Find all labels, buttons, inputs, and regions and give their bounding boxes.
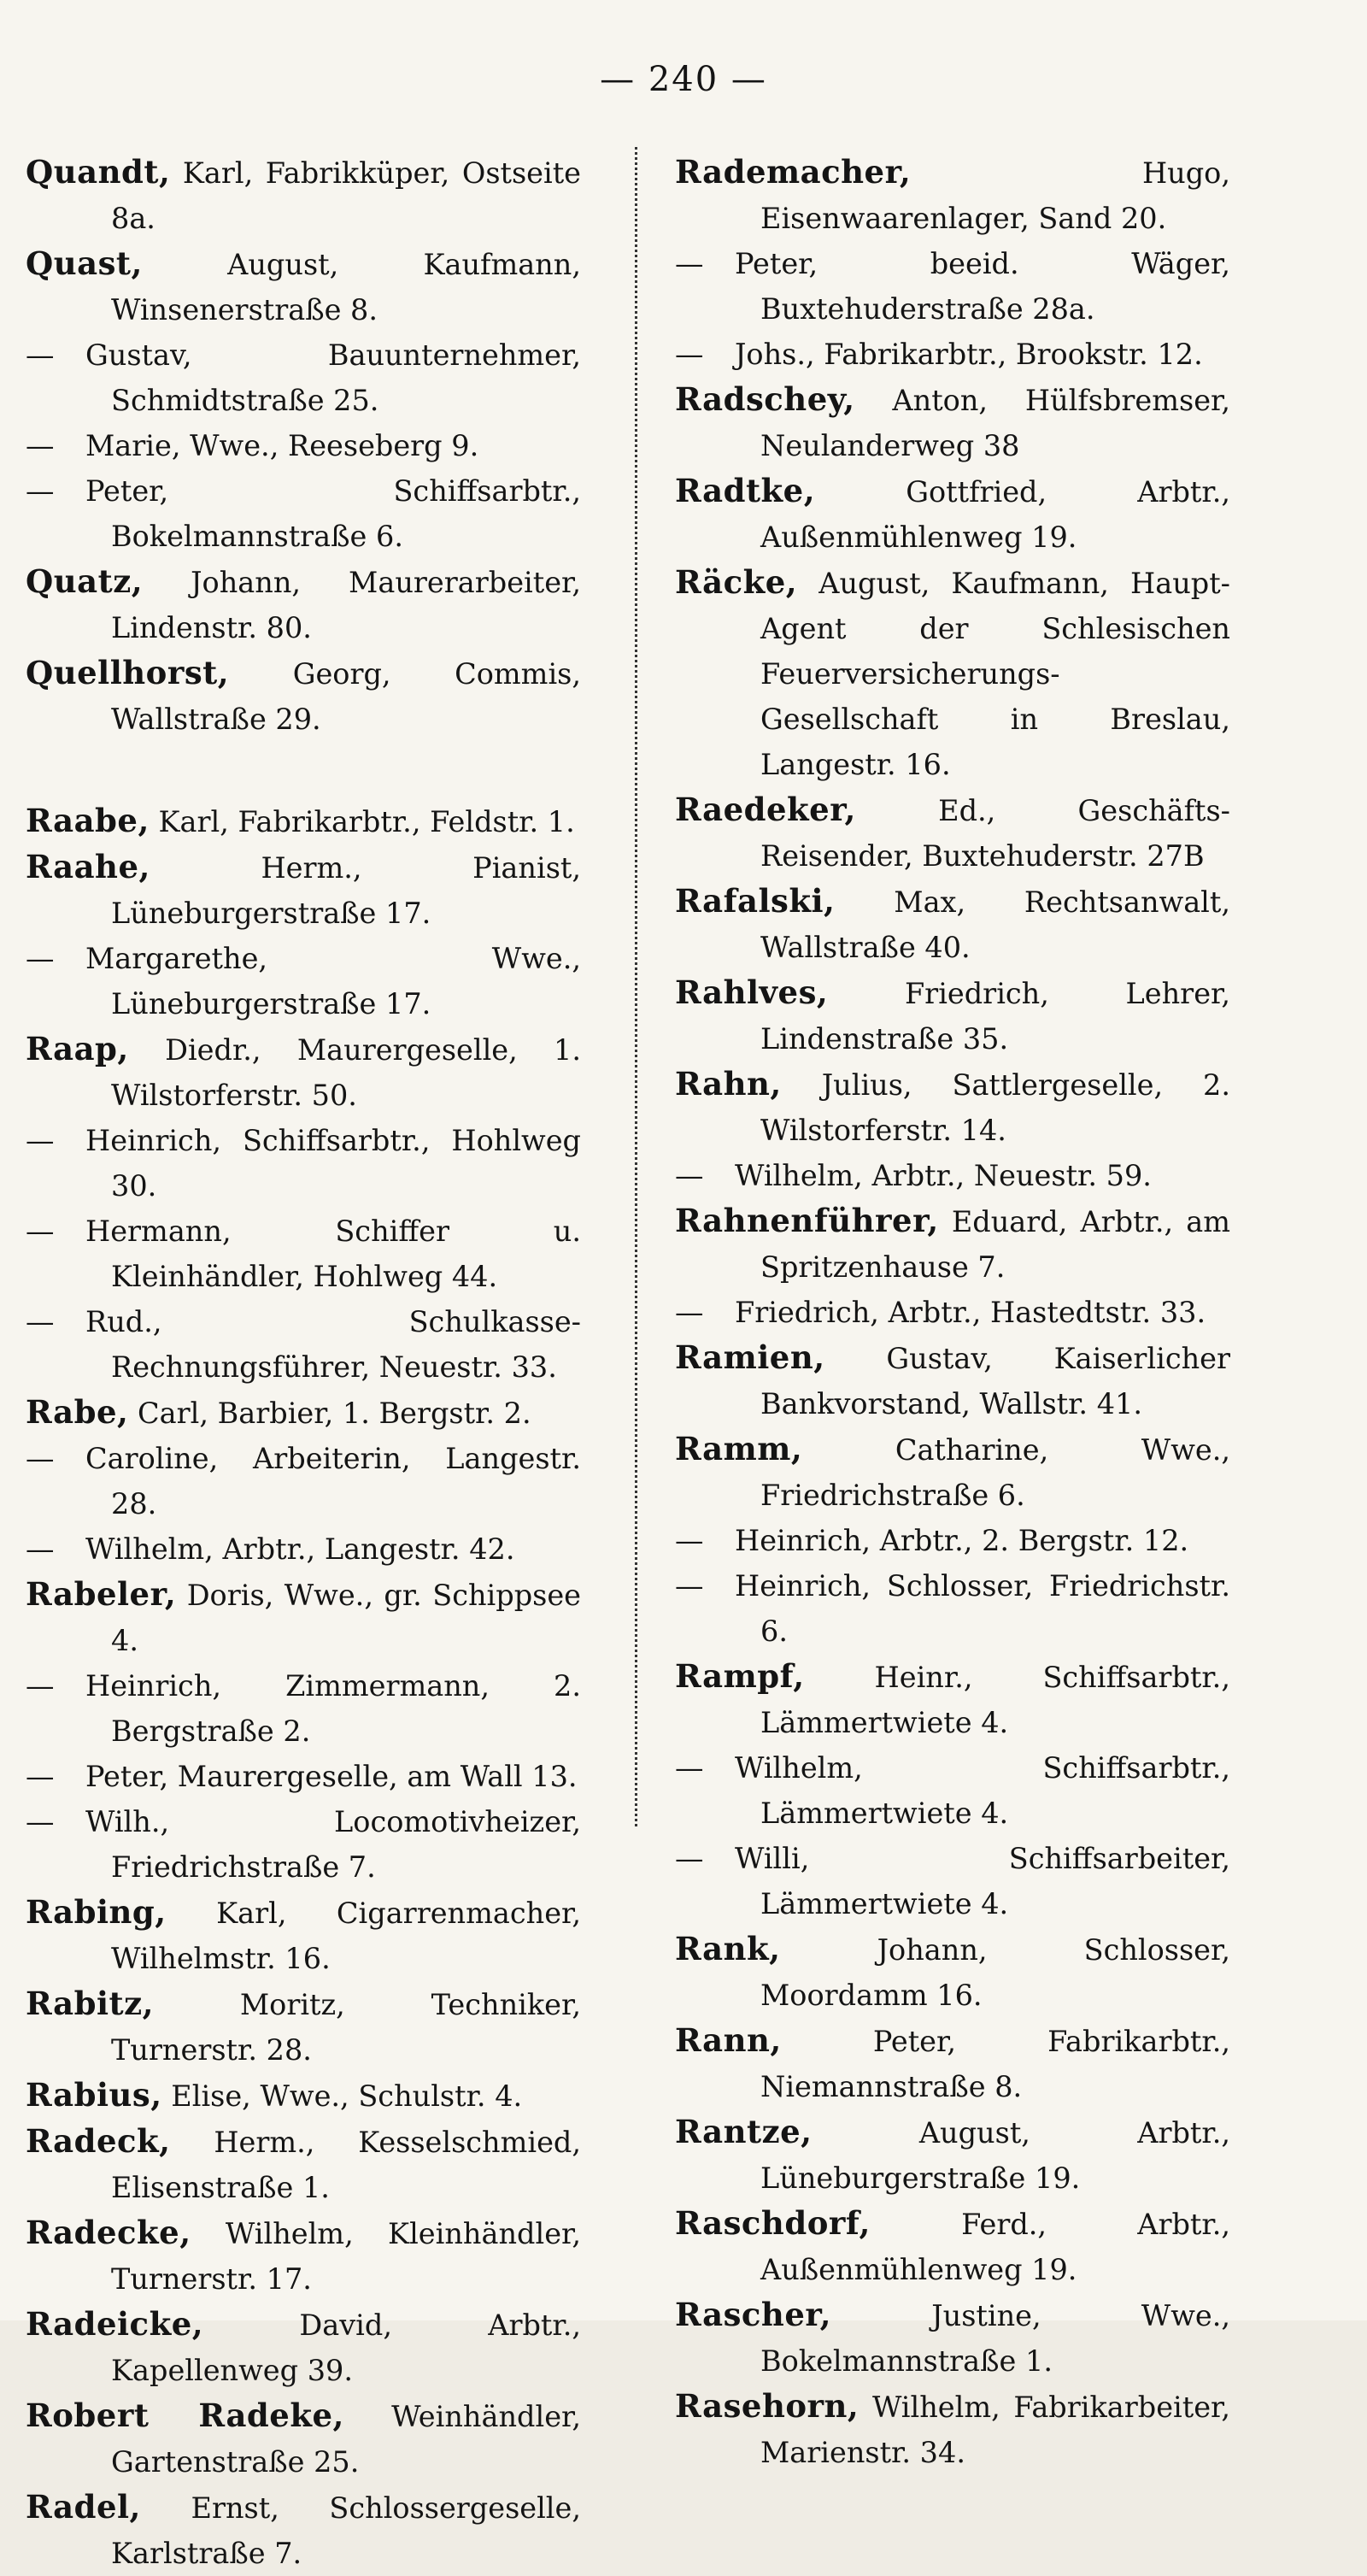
entry-details: Margarethe, Wwe., Lüneburgerstraße 17. [85, 942, 581, 1020]
directory-entry [26, 241, 581, 332]
directory-entry [26, 423, 581, 468]
entry-details: Willi, Schiffsarbeiter, Lämmertwiete 4. [735, 1842, 1230, 1920]
ditto-dash: — [675, 1296, 704, 1329]
entry-surname: Radschey, [675, 380, 855, 418]
directory-entry [675, 241, 1230, 332]
entry-details: Wilhelm, Fabrikarbeiter, Marienstr. 34. [760, 2391, 1231, 2469]
directory-entry [26, 1436, 581, 1526]
entry-details: Karl, Fabrikarbtr., Feldstr. 1. [158, 805, 575, 838]
entry-details: Wilhelm, Arbtr., Neuestr. 59. [735, 1159, 1152, 1192]
entry-details: Doris, Wwe., gr. Schippsee 4. [111, 1579, 581, 1657]
entry-surname: Rahlves, [675, 973, 829, 1011]
ditto-dash: — [26, 1805, 55, 1838]
directory-entry [26, 332, 581, 423]
directory-entry [675, 150, 1230, 241]
directory-entry [26, 2073, 581, 2119]
directory-entry [26, 1390, 581, 1436]
directory-entry [26, 2210, 581, 2302]
directory-entry [26, 1299, 581, 1390]
entry-surname: Robert Radeke, [26, 2397, 344, 2434]
directory-entry [26, 844, 581, 936]
entry-details: Gustav, Bauunternehmer, Schmidtstraße 25. [85, 338, 581, 417]
entry-surname: Räcke, [675, 563, 798, 601]
entry-details: August, Arbtr., Lüneburgerstraße 19. [760, 2116, 1231, 2195]
directory-entry [675, 1062, 1230, 1153]
entry-surname: Radeck, [26, 2122, 171, 2160]
entry-surname: Rascher, [675, 2296, 832, 2333]
ditto-dash: — [26, 1532, 55, 1566]
entry-surname: Rahnenführer, [675, 1202, 939, 1239]
entry-surname: Rantze, [675, 2113, 813, 2150]
directory-entry [26, 468, 581, 559]
ditto-dash: — [26, 429, 55, 462]
entry-details: Gottfried, Arbtr., Außenmühlenweg 19. [760, 475, 1231, 554]
entry-details: Gustav, Kaiserlicher Bankvorstand, Wallstr. 41. [760, 1342, 1231, 1420]
entry-surname: Quatz, [26, 562, 144, 600]
directory-entry [26, 2302, 581, 2393]
entry-details: Karl, Cigarrenmacher, Wilhelmstr. 16. [111, 1897, 581, 1975]
directory-entry [675, 970, 1230, 1062]
entry-surname: Rafalski, [675, 882, 836, 920]
directory-entry [26, 798, 581, 844]
ditto-dash: — [675, 1569, 704, 1603]
entry-details: Johann, Schlosser, Moordamm 16. [760, 1933, 1230, 2012]
entry-details: Wilhelm, Kleinhändler, Turnerstr. 17. [111, 2217, 581, 2296]
entry-surname: Raahe, [26, 848, 150, 885]
entry-surname: Rahn, [675, 1065, 782, 1103]
entry-surname: Ramm, [675, 1430, 803, 1467]
directory-entry [675, 2018, 1230, 2109]
directory-entry [26, 2119, 581, 2210]
directory-entry [26, 1663, 581, 1754]
directory-entry [675, 1335, 1230, 1426]
directory-entry [26, 1890, 581, 1981]
ditto-dash: — [675, 338, 704, 371]
entry-details: Marie, Wwe., Reeseberg 9. [85, 429, 479, 462]
entry-surname: Radecke, [26, 2214, 191, 2251]
ditto-dash: — [675, 1751, 704, 1785]
entry-surname: Raabe, [26, 802, 150, 839]
entry-details: Wilhelm, Schiffsarbtr., Lämmertwiete 4. [735, 1751, 1230, 1830]
entry-surname: Rabing, [26, 1893, 167, 1931]
entry-details: Peter, Fabrikarbtr., Niemannstraße 8. [760, 2025, 1231, 2103]
directory-entry [26, 2393, 581, 2485]
entry-details: Heinrich, Schiffsarbtr., Hohlweg 30. [85, 1124, 581, 1203]
entry-details: Peter, Schiffsarbtr., Bokelmannstraße 6. [85, 474, 581, 553]
ditto-dash: — [26, 1214, 55, 1248]
entry-details: Friedrich, Lehrer, Lindenstraße 35. [760, 977, 1231, 1056]
entry-details: Caroline, Arbeiterin, Langestr. 28. [85, 1442, 581, 1520]
directory-entry [675, 560, 1230, 787]
entry-details: Eduard, Arbtr., am Spritzenhause 7. [760, 1205, 1230, 1284]
column-divider [635, 147, 637, 1826]
page-number: — 240 — [600, 60, 767, 99]
ditto-dash: — [26, 942, 55, 975]
entry-details: Wilh., Locomotivheizer, Friedrichstraße 7. [85, 1805, 581, 1884]
directory-entry [675, 1153, 1230, 1198]
entry-details: August, Kaufmann, Haupt-Agent der Schlesischen Feuerversicherungs-Gesellschaft in Breslau, Langestr. 16. [760, 567, 1230, 781]
entry-surname: Rasehorn, [675, 2387, 860, 2425]
entry-details: Hermann, Schiffer u. Kleinhändler, Hohlweg 44. [85, 1214, 581, 1293]
entry-details: Diedr., Maurergeselle, 1. Wilstorferstr. 50. [111, 1033, 582, 1112]
entry-surname: Rank, [675, 1930, 781, 1967]
left-column [26, 150, 581, 2576]
entry-details: Peter, Maurergeselle, am Wall 13. [85, 1760, 578, 1793]
entry-surname: Rabeler, [26, 1575, 177, 1613]
entry-surname: Rampf, [675, 1657, 805, 1695]
entry-details: Heinrich, Zimmermann, 2. Bergstraße 2. [85, 1669, 581, 1748]
entry-surname: Raschdorf, [675, 2204, 871, 2242]
directory-entry [675, 1563, 1230, 1654]
directory-entry [26, 559, 581, 650]
directory-entry [26, 150, 581, 241]
entry-surname: Rabitz, [26, 1985, 154, 2022]
entry-details: Max, Rechtsanwalt, Wallstraße 40. [760, 885, 1230, 964]
ditto-dash: — [26, 1124, 55, 1157]
entry-details: Weinhändler, Gartenstraße 25. [111, 2400, 581, 2479]
entry-details: Peter, beeid. Wäger, Buxtehuderstraße 28a. [735, 247, 1230, 326]
entry-surname: Quandt, [26, 153, 171, 191]
entry-details: Justine, Wwe., Bokelmannstraße 1. [760, 2299, 1230, 2378]
entry-details: Hugo, Eisenwaarenlager, Sand 20. [760, 156, 1230, 235]
entry-details: Heinrich, Arbtr., 2. Bergstr. 12. [735, 1524, 1189, 1557]
ditto-dash: — [26, 474, 55, 508]
entry-details: Heinr., Schiffsarbtr., Lämmertwiete 4. [760, 1661, 1230, 1739]
directory-entry [26, 1118, 581, 1209]
entry-surname: Radel, [26, 2488, 141, 2526]
entry-surname: Rann, [675, 2021, 782, 2059]
entry-details: David, Arbtr., Kapellenweg 39. [111, 2308, 581, 2387]
ditto-dash: — [675, 1159, 704, 1192]
entry-details: Georg, Commis, Wallstraße 29. [111, 657, 581, 736]
directory-entry [675, 2201, 1230, 2292]
directory-entry [26, 1526, 581, 1572]
entry-details: Ed., Geschäfts-Reisender, Buxtehuderstr. 27B [760, 794, 1230, 873]
entry-details: August, Kaufmann, Winsenerstraße 8. [111, 248, 581, 326]
entry-surname: Rabius, [26, 2076, 162, 2114]
directory-entry [675, 1426, 1230, 1518]
directory-entry [675, 2384, 1230, 2475]
directory-entry [675, 2109, 1230, 2201]
entry-details: Herm., Kesselschmied, Elisenstraße 1. [111, 2126, 581, 2204]
entry-surname: Raedeker, [675, 791, 856, 828]
entry-details: Carl, Barbier, 1. Bergstr. 2. [138, 1397, 531, 1430]
directory-entry [26, 1754, 581, 1799]
entry-surname: Raap, [26, 1030, 129, 1067]
directory-entry [675, 332, 1230, 377]
directory-entry [26, 1799, 581, 1890]
entry-surname: Quellhorst, [26, 654, 230, 691]
directory-entry [26, 1981, 581, 2073]
ditto-dash: — [675, 247, 704, 280]
entry-details: Karl, Fabrikküper, Ostseite 8a. [111, 156, 581, 235]
entry-surname: Rademacher, [675, 153, 912, 191]
directory-entry [675, 2292, 1230, 2384]
entry-surname: Radtke, [675, 472, 816, 509]
directory-entry [26, 1026, 581, 1118]
section-gap [26, 742, 581, 798]
directory-entry [26, 1572, 581, 1663]
directory-entry [675, 879, 1230, 970]
directory-entry [675, 1518, 1230, 1563]
ditto-dash: — [26, 1669, 55, 1703]
entry-details: Julius, Sattlergeselle, 2. Wilstorferstr. 14. [760, 1068, 1230, 1147]
directory-entry [26, 2485, 581, 2576]
entry-surname: Radeicke, [26, 2305, 204, 2343]
ditto-dash: — [26, 338, 55, 372]
entry-details: Wilhelm, Arbtr., Langestr. 42. [85, 1532, 515, 1566]
ditto-dash: — [26, 1760, 55, 1793]
directory-entry [675, 1836, 1230, 1926]
entry-details: Heinrich, Schlosser, Friedrichstr. 6. [735, 1569, 1230, 1648]
entry-surname: Rabe, [26, 1393, 129, 1431]
directory-entry [675, 377, 1230, 468]
entry-details: Catharine, Wwe., Friedrichstraße 6. [760, 1433, 1230, 1512]
directory-entry [675, 1926, 1230, 2018]
entry-details: Rud., Schulkasse-Rechnungsführer, Neuestr. 33. [85, 1305, 581, 1384]
entry-details: Anton, Hülfsbremser, Neulanderweg 38 [760, 384, 1231, 462]
entry-surname: Ramien, [675, 1338, 825, 1376]
ditto-dash: — [675, 1842, 704, 1875]
directory-entry [675, 1654, 1230, 1745]
entry-details: Friedrich, Arbtr., Hastedtstr. 33. [735, 1296, 1206, 1329]
directory-entry [675, 1290, 1230, 1335]
directory-entry [675, 1745, 1230, 1836]
entry-details: Ernst, Schlossergeselle, Karlstraße 7. [111, 2491, 581, 2570]
ditto-dash: — [26, 1305, 55, 1338]
entry-details: Ferd., Arbtr., Außenmühlenweg 19. [760, 2208, 1231, 2286]
right-column [675, 150, 1230, 2475]
entry-details: Moritz, Techniker, Turnerstr. 28. [111, 1988, 581, 2067]
directory-entry [675, 1198, 1230, 1290]
entry-surname: Quast, [26, 244, 143, 282]
directory-entry [675, 787, 1230, 879]
directory-entry [26, 1209, 581, 1299]
entry-details: Johann, Maurerarbeiter, Lindenstr. 80. [111, 566, 581, 644]
entry-details: Herm., Pianist, Lüneburgerstraße 17. [111, 851, 581, 930]
directory-entry [26, 936, 581, 1026]
ditto-dash: — [26, 1442, 55, 1475]
directory-entry [675, 468, 1230, 560]
ditto-dash: — [675, 1524, 704, 1557]
entry-details: Elise, Wwe., Schulstr. 4. [171, 2079, 523, 2113]
entry-details: Johs., Fabrikarbtr., Brookstr. 12. [735, 338, 1203, 371]
directory-entry [26, 650, 581, 742]
